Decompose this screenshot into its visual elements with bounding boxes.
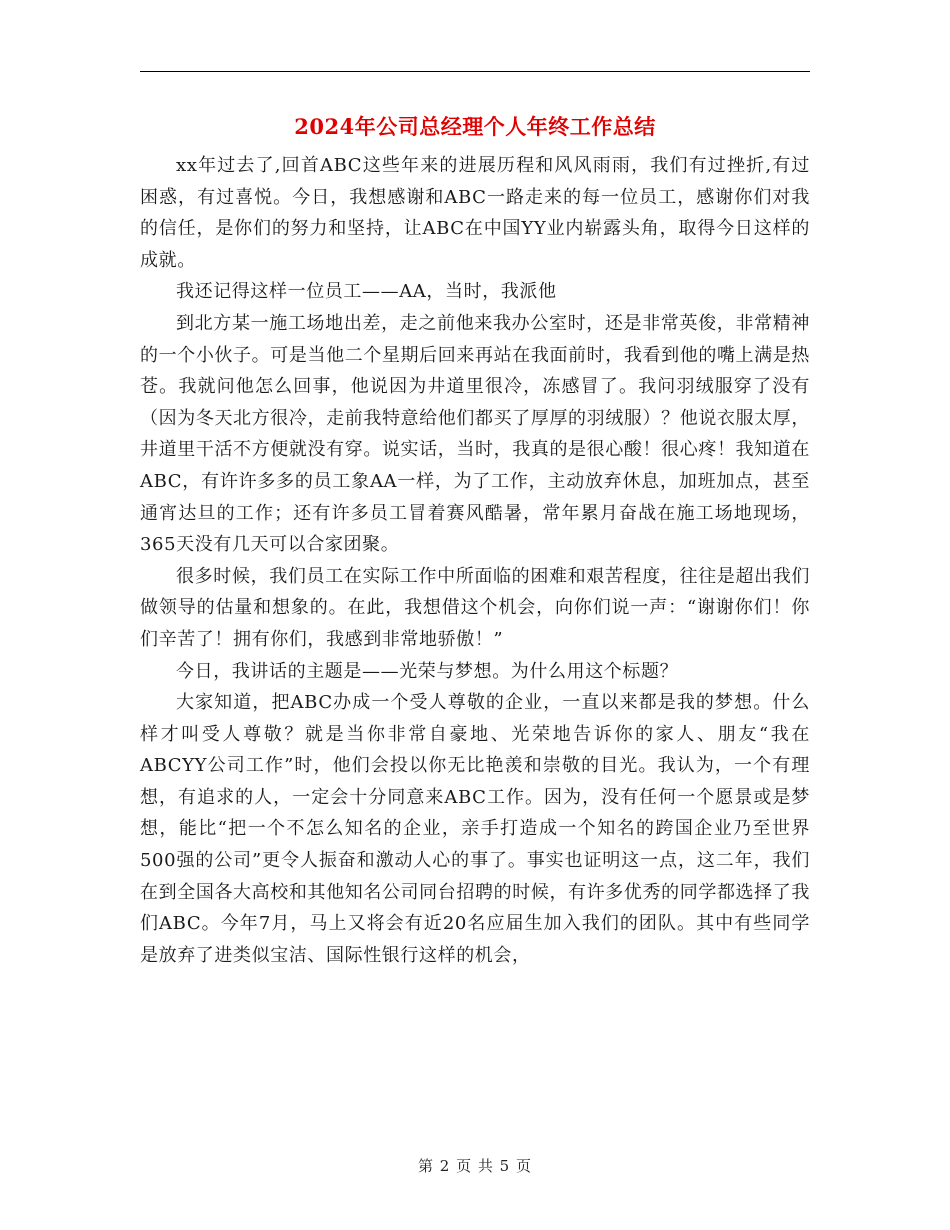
body-paragraph: xx年过去了,回首ABC这些年来的进展历程和风风雨雨，我们有过挫折,有过困惑，有过喜悦。今日，我想感谢和ABC一路走来的每一位员工，感谢你们对我的信任，是你们的努力和坚持，让ABC在中国YY业内崭露头角，取得今日这样的成就。	[140, 155, 810, 271]
document-body	[140, 150, 810, 971]
body-paragraph: 到北方某一施工场地出差，走之前他来我办公室时，还是非常英俊，非常精神的一个小伙子。可是当他二个星期后回来再站在我面前时，我看到他的嘴上满是热苍。我就问他怎么回事，他说因为井道里很冷，冻感冒了。我问羽绒服穿了没有（因为冬天北方很冷，走前我特意给他们都买了厚厚的羽绒服）？他说衣服太厚，井道里干活不方便就没有穿。说实话，当时，我真的是很心酸！很心疼！我知道在ABC，有许许多多的员工象AA一样，为了工作，主动放弃休息，加班加点，甚至通宵达旦的工作；还有许多员工冒着赛风酷暑，常年累月奋战在施工场地现场，365天没有几天可以合家团聚。	[140, 312, 810, 556]
page-number-footer: 第 2 页 共 5 页	[418, 1157, 532, 1175]
body-paragraph: 大家知道，把ABC办成一个受人尊敬的企业，一直以来都是我的梦想。什么样才叫受人尊敬？就是当你非常自豪地、光荣地告诉你的家人、朋友“我在ABCYY公司工作”时，他们会投以你无比艳羡和崇敬的目光。我认为，一个有理想，有追求的人，一定会十分同意来ABC工作。因为，没有任何一个愿景或是梦想，能比“把一个不怎么知名的企业，亲手打造成一个知名的跨国企业乃至世界500强的公司”更令人振奋和激动人心的事了。事实也证明这一点，这二年，我们在到全国各大高校和其他知名公司同台招聘的时候，有许多优秀的同学都选择了我们ABC。今年7月，马上又将会有近20名应届生加入我们的团队。其中有些同学是放弃了进类似宝洁、国际性银行这样的机会，	[140, 692, 810, 966]
body-paragraph: 我还记得这样一位员工——AA，当时，我派他	[176, 281, 557, 303]
body-paragraph: 今日，我讲话的主题是——光荣与梦想。为什么用这个标题？	[176, 660, 679, 682]
document-title: 2024年公司总经理个人年终工作总结	[294, 114, 656, 139]
body-paragraph: 很多时候，我们员工在实际工作中所面临的困难和艰苦程度，往往是超出我们做领导的估量和想象的。在此，我想借这个机会，向你们说一声：“谢谢你们！你们辛苦了！拥有你们，我感到非常地骄傲！”	[140, 565, 810, 650]
header-rule	[140, 71, 810, 72]
